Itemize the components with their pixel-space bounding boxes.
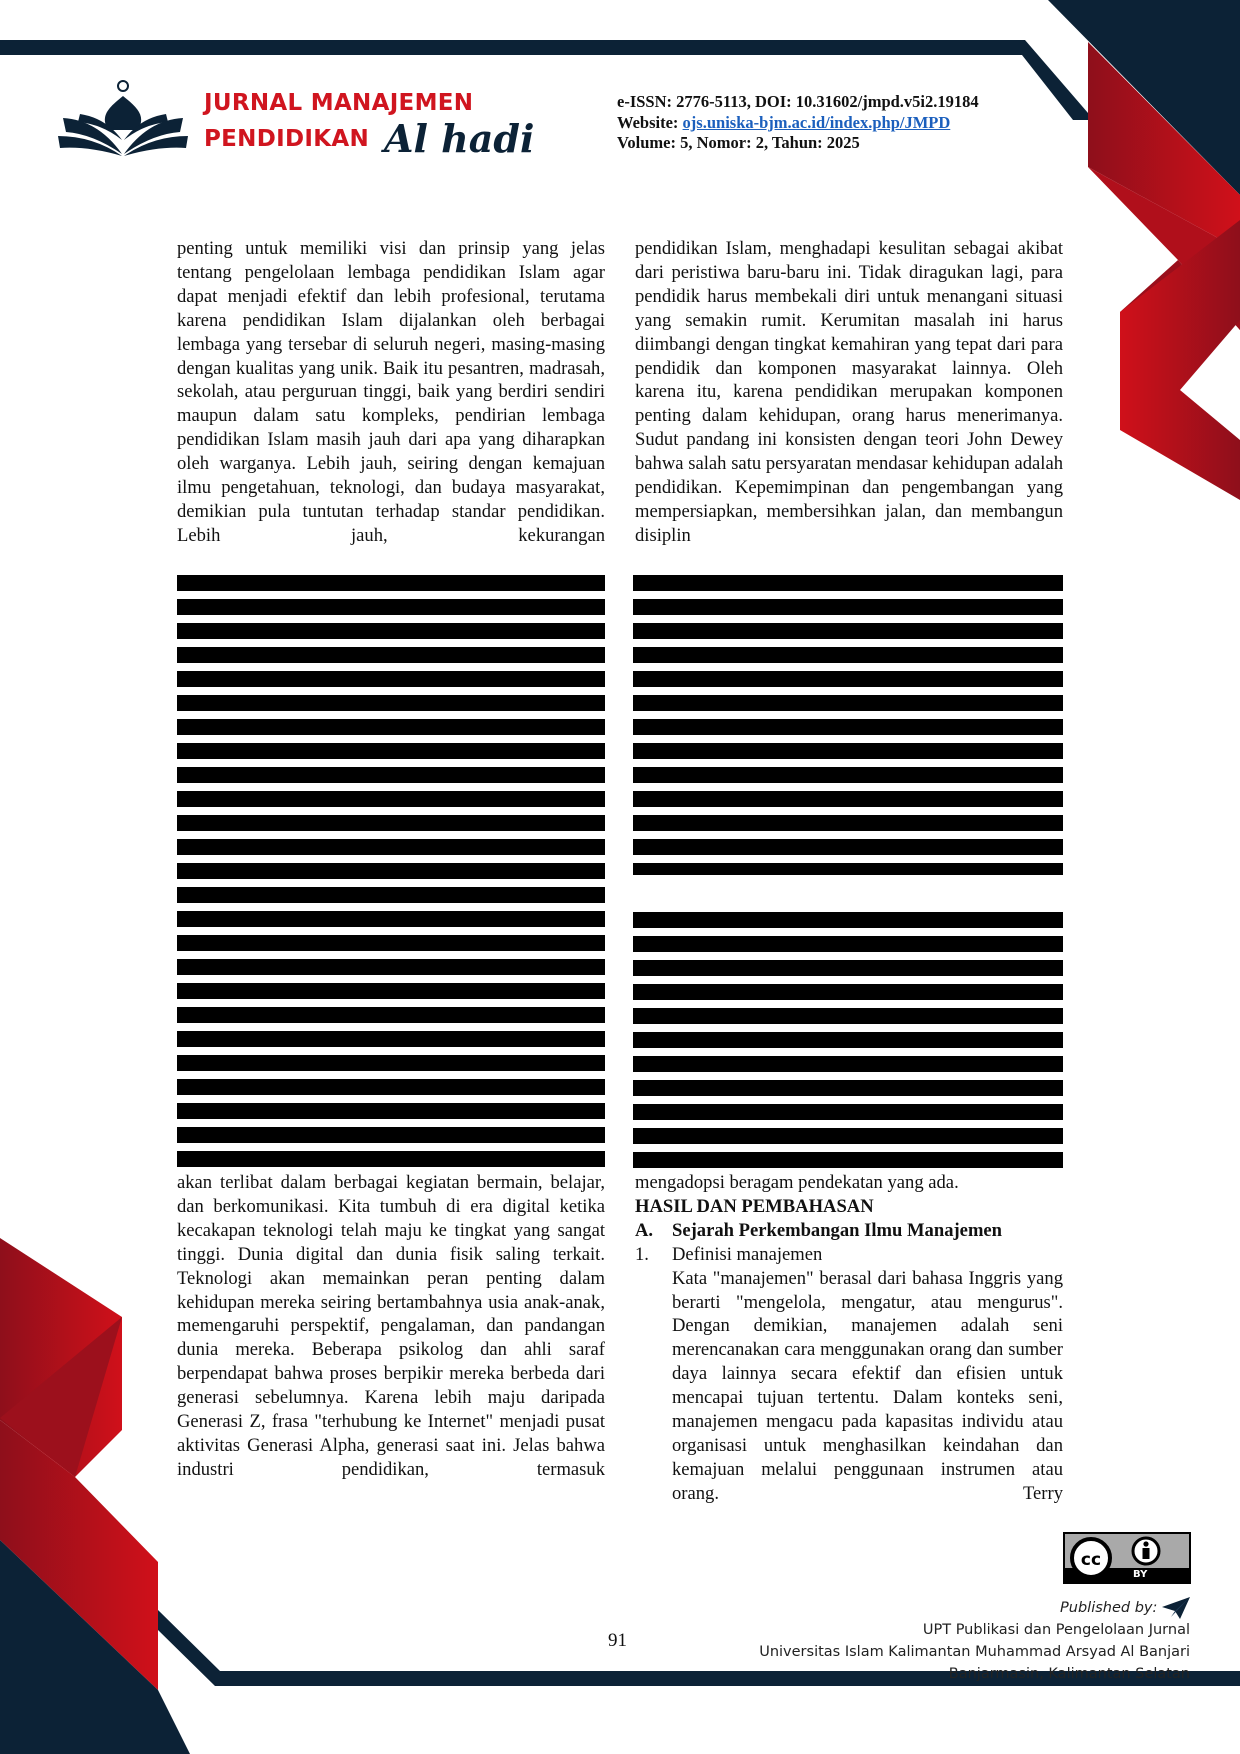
volume-line: Volume: 5, Nomor: 2, Tahun: 2025 bbox=[617, 133, 860, 152]
mosque-book-icon bbox=[58, 78, 198, 160]
website-link[interactable]: ojs.uniska-bjm.ac.id/index.php/JMPD bbox=[682, 112, 951, 132]
published-by-label: Published by: bbox=[1060, 1600, 1158, 1616]
journal-title-script: Al hadi bbox=[384, 116, 535, 161]
item-number: 1. bbox=[635, 1243, 649, 1265]
paper-plane-icon bbox=[1162, 1597, 1190, 1619]
right-top-paragraph: pendidikan Islam, menghadapi kesulitan sebagai akibat dari peristiwa baru-baru ini. Tidak diragukan lagi, para pendidik harus membekali diri untuk menangani situasi yang semakin rumit. Kerumitan masalah ini harus diimbangi dengan tingkat kemahiran yang tepat dari para pendidik dan komponen masyarakat lainnya. Oleh karena itu, karena pendidikan merupakan komponen penting dalam kehidupan, orang harus menerimanya. Sudut pandang ini konsisten dengan teori John Dewey bahwa salah satu persyaratan mendasar kehidupan adalah pendidikan. Kepemimpinan dan pengembangan yang mempersiapkan, membersihkan jalan, dan membangun disiplin bbox=[635, 238, 1063, 546]
left-top-paragraph: penting untuk memiliki visi dan prinsip yang jelas tentang pengelolaan lembaga pendidikan Islam agar dapat menjadi efektif dan lebih profesional, terutama karena pendidikan Islam dijalankan oleh berbagai lembaga yang tersebar di seluruh negeri, masing-masing dengan kualitas yang unik. Baik itu pesantren, madrasah, sekolah, atau perguruan tinggi, baik yang berdiri sendiri maupun dalam satu kompleks, pendirian lembaga pendidikan Islam masih jauh dari apa yang diharapkan oleh warganya. Lebih jauh, seiring dengan kemajuan ilmu pengetahuan, teknologi, dan budaya masyarakat, demikian pula tuntutan terhadap standar pendidikan. Lebih jauh, kekurangan bbox=[177, 238, 605, 546]
left-column-bottom bbox=[177, 1171, 605, 1482]
section-heading: HASIL DAN PEMBAHASAN bbox=[635, 1195, 874, 1217]
journal-meta bbox=[617, 92, 979, 154]
subsection-letter: A. bbox=[635, 1219, 654, 1241]
right-column bbox=[635, 237, 1063, 548]
issn-doi: e-ISSN: 2776-5113, DOI: 10.31602/jmpd.v5i2.19184 bbox=[617, 92, 979, 111]
license-badge-label: BY bbox=[1133, 1569, 1148, 1580]
cc-by-icon bbox=[1065, 1534, 1189, 1582]
redacted-block-right-1 bbox=[633, 575, 1063, 875]
item-title: Definisi manajemen bbox=[672, 1243, 823, 1265]
redacted-block-left bbox=[177, 575, 605, 1172]
publisher-line1: UPT Publikasi dan Pengelolaan Jurnal bbox=[922, 1622, 1190, 1638]
license-badge[interactable] bbox=[1063, 1532, 1191, 1584]
publisher-block bbox=[670, 1597, 1190, 1685]
publisher-line2: Universitas Islam Kalimantan Muhammad Arsyad Al Banjari bbox=[759, 1644, 1190, 1660]
left-column bbox=[177, 237, 605, 548]
website-line bbox=[617, 113, 979, 134]
subsection-title: Sejarah Perkembangan Ilmu Manajemen bbox=[672, 1219, 1003, 1241]
published-by bbox=[670, 1597, 1190, 1619]
page-number: 91 bbox=[608, 1630, 627, 1651]
website-label: Website: bbox=[617, 112, 683, 132]
right-after-redaction: mengadopsi beragam pendekatan yang ada. bbox=[635, 1172, 959, 1193]
journal-title-line2: PENDIDIKAN bbox=[204, 126, 369, 152]
subsection-heading bbox=[635, 1219, 1063, 1243]
journal-title-line1: JURNAL MANAJEMEN bbox=[204, 90, 474, 116]
journal-logo bbox=[58, 78, 198, 160]
publisher-line3: Banjarmasin, Kalimantan Selatan bbox=[948, 1666, 1190, 1682]
item-paragraph: Kata "manajemen" berasal dari bahasa Inggris yang berarti "mengelola, mengatur, atau mengurus". Dengan demikian, manajemen adalah seni merencanakan cara menggunakan orang dan sumber daya lainnya secara efektif dan efisien untuk mencapai tujuan tertentu. Dalam konteks seni, manajemen mengacu pada kapasitas individu atau organisasi untuk menghasilkan keindahan dan kemajuan melalui penggunaan instrumen atau orang. Terry bbox=[672, 1267, 1063, 1504]
svg-text:cc: cc bbox=[1080, 1550, 1102, 1570]
redacted-block-right-2 bbox=[633, 912, 1063, 1172]
right-column-bottom bbox=[635, 1171, 1063, 1506]
left-bottom-paragraph: akan terlibat dalam berbagai kegiatan bermain, belajar, dan berkomunikasi. Kita tumbuh di era digital ketika kecakapan teknologi telah maju ke tingkat yang sangat tinggi. Dunia digital dan dunia fisik saling terkait. Teknologi akan memainkan peran penting dalam kehidupan mereka seiring bertambahnya usia anak-anak, memengaruhi perspektif, pengalaman, dan pandangan dunia mereka. Beberapa psikolog dan ahli saraf berpendapat bahwa proses berpikir mereka berbeda dari generasi sebelumnya. Karena lebih maju daripada Generasi Z, frasa "terhubung ke Internet" menjadi pusat aktivitas Generasi Alpha, generasi saat ini. Jelas bahwa industri pendidikan, termasuk bbox=[177, 1172, 605, 1480]
list-item-heading bbox=[635, 1243, 1063, 1267]
